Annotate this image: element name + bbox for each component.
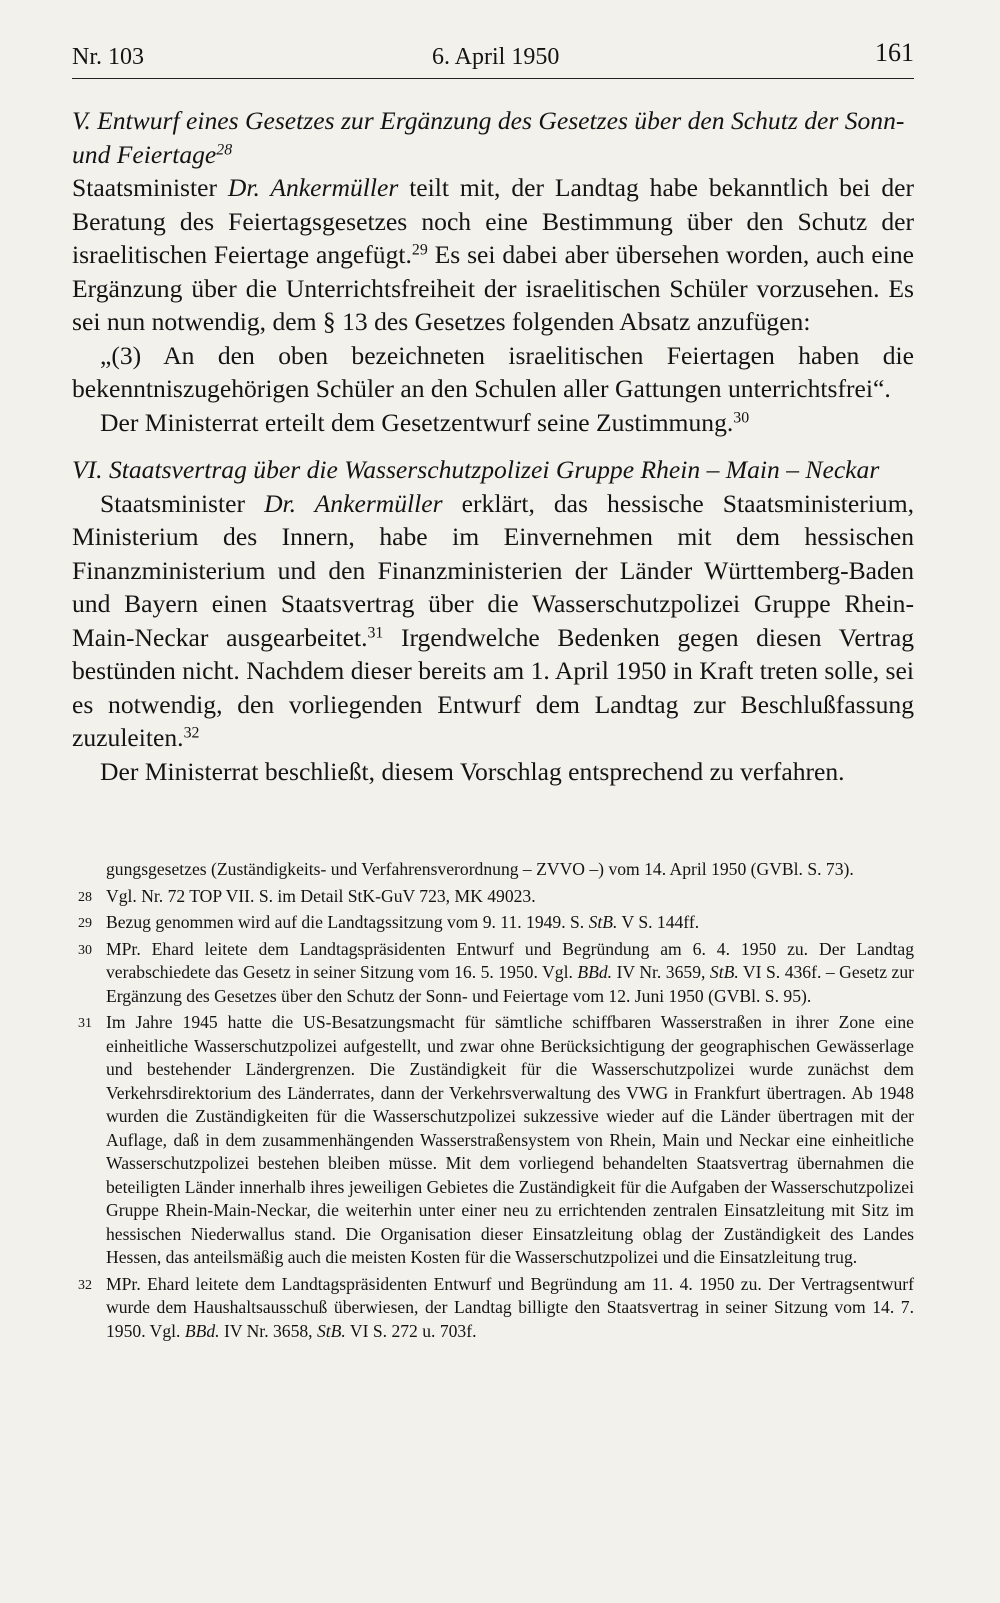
text-span: Der Ministerrat erteilt dem Gesetzentwurf seine Zustimmung. [100, 407, 734, 437]
person-name: Dr. Ankermüller [264, 488, 443, 518]
footnote-ref-32: 32 [183, 724, 200, 742]
footnote-number: 29 [78, 916, 92, 931]
text-span: teilt mit, der Landtag habe bekanntlich bei der Beratung des Feiertagsgesetzes noch eine Bestimmung über den Schutz der israelitischen Feiertage angefügt. [72, 173, 914, 269]
footnote-number: 28 [78, 889, 92, 905]
header-rule [72, 78, 914, 79]
section-vi-paragraph-1 [72, 487, 914, 755]
footnote-text: IV Nr. 3658, [219, 1320, 317, 1341]
main-text [72, 92, 914, 788]
running-header [72, 36, 914, 74]
section-heading-v-text: V. Entwurf eines Gesetzes zur Ergänzung des Gesetzes über den Schutz der Sonn- und Feiertage [72, 106, 905, 169]
section-heading-vi: VI. Staatsvertrag über die Wasserschutzpolizei Gruppe Rhein – Main – Neckar [72, 455, 880, 484]
footnote-ref-30: 30 [733, 408, 750, 426]
text-span: Staatsminister [72, 173, 228, 202]
footnote-text: MPr. Ehard leitete dem Landtagspräsidenten Entwurf und Begründung am 11. 4. 1950 zu. Der Vertragsentwurf wurde dem Haushaltsausschuß überwiesen, der Landtag billigte den Staatsvertrag in seiner Sitzung vom 14. 7. 1950. Vgl. [106, 1273, 914, 1341]
footnote-text: MPr. Ehard leitete dem Landtagspräsidenten Entwurf und Begründung am 6. 4. 1950 zu. Der Landtag verabschiedete das Gesetz in seiner Sitzung vom 16. 5. 1950. Vgl. [106, 938, 914, 982]
footnote-text: Im Jahre 1945 hatte die US-Besatzungsmacht für sämtliche schiffbaren Wasserstraßen in ihrer Zone eine einheitliche Wasserschutzpolizei aufgestellt, und zwar ohne Berücksichtigung der geographischen Gewässerlage und bestehender Ländergrenzen. Die Zuständigkeit für die Wasserschutzpolizei wurde zunächst dem Verkehrsdirektorium des Länderrates, dann der Verkehrsverwaltung des VWG in Frankfurt übertragen. Ab 1948 wurden die Zuständigkeiten für die Wasserschutzpolizei sukzessive wieder auf die Länder übertragen mit der Auflage, daß in dem zusammenhängenden Wasserstraßensystem von Rhein, Main und Neckar eine einheitliche Wasserschutzpolizei bestehen bleiben müsse. Mit dem vorliegend behandelten Staatsvertrag übernahmen die beteiligten Länder innerhalb ihres jeweiligen Gebietes die Zuständigkeit für die Aufgaben der Wasserschutzpolizei Gruppe Rhein-Main-Neckar, die weiterhin unter einer neu zu errichtenden zentralen Einsatzleitung mit Sitz im hessischen Niederwallus stand. Die Organisation dieser Einsatzleitung oblag der Zuständigkeit des Landes Hessen, das anteilsmäßig auch die meisten Kosten für die Wasserschutzpolizei und die Einsatzleitung trug. [106, 1012, 914, 1267]
footnote-ref-28: 28 [216, 140, 233, 158]
footnotes [72, 858, 914, 1346]
footnote-number: 31 [78, 1016, 92, 1031]
footnote-text: VI S. 436f. – Gesetz zur Ergänzung des Gesetzes über den Schutz der Sonn- und Feiertage vom 12. Juni 1950 (GVBl. S. 95). [106, 962, 914, 1006]
abbreviation: StB. [316, 1320, 346, 1341]
abbreviation: StB. [588, 912, 618, 932]
quoted-paragraph: „(3) An den oben bezeichneten israelitischen Feiertagen haben die bekenntniszugehörigen Schüler an den Schulen aller Gattungen unterrichtsfrei“. [72, 340, 914, 403]
footnote-31 [72, 1011, 914, 1270]
footnote-text: Bezug genommen wird auf die Landtagssitzung vom 9. 11. 1949. S. [106, 912, 589, 932]
text-span: Es sei dabei aber übersehen worden, auch eine Ergänzung über die Unterrichtsfreiheit der israelitischen Schüler vorzusehen. Es sei nun notwendig, dem § 13 des Gesetzes folgenden Absatz anzufügen: [72, 240, 914, 336]
footnote-32 [72, 1273, 914, 1344]
text-span: Staatsminister [100, 488, 265, 518]
section-vi-paragraph-2: Der Ministerrat beschließt, diesem Vorschlag entsprechend zu verfahren. [100, 756, 845, 786]
footnote-28 [72, 885, 914, 909]
person-name: Dr. Ankermüller [227, 173, 399, 202]
header-date: 6. April 1950 [432, 44, 560, 70]
section-heading-v [72, 104, 914, 171]
page-number: 161 [875, 38, 914, 67]
footnote-text: V S. 144ff. [617, 912, 700, 932]
abbreviation: BBd. [577, 962, 613, 982]
footnote-ref-29: 29 [411, 241, 428, 259]
footnote-text: IV Nr. 3659, [612, 962, 710, 982]
text-span: Irgendwelche Bedenken gegen diesen Vertrag bestünden nicht. Nachdem dieser bereits am 1. April 1950 in Kraft treten solle, sei es notwendig, den vorliegenden Entwurf dem Landtag zur Beschlußfassung zuzuleiten. [72, 622, 914, 752]
abbreviation: StB. [709, 962, 739, 982]
footnote-text: Vgl. Nr. 72 TOP VII. S. im Detail StK-GuV 723, MK 49023. [106, 885, 536, 906]
footnote-30 [72, 938, 914, 1009]
section-v-paragraph-2 [72, 406, 914, 440]
footnote-29 [72, 911, 914, 935]
document-number: Nr. 103 [72, 44, 144, 70]
section-v-paragraph-1 [72, 171, 914, 339]
footnote-number: 30 [78, 942, 92, 958]
footnote-ref-31: 31 [367, 623, 384, 641]
footnote-continuation: gungsgesetzes (Zuständigkeits- und Verfahrensverordnung – ZVVO –) vom 14. April 1950 (GVBl. S. 73). [106, 859, 854, 879]
abbreviation: BBd. [184, 1320, 220, 1341]
footnote-number: 32 [78, 1277, 92, 1293]
footnote-text: VI S. 272 u. 703f. [345, 1320, 477, 1341]
text-span: erklärt, das hessische Staatsministerium, Ministerium des Innern, habe im Einvernehmen mit dem hessischen Finanzministerium und den Finanzministerien der Länder Württemberg-Baden und Bayern einen Staatsvertrag über die Wasserschutzpolizei Gruppe Rhein-Main-Neckar ausgearbeitet. [72, 488, 914, 652]
